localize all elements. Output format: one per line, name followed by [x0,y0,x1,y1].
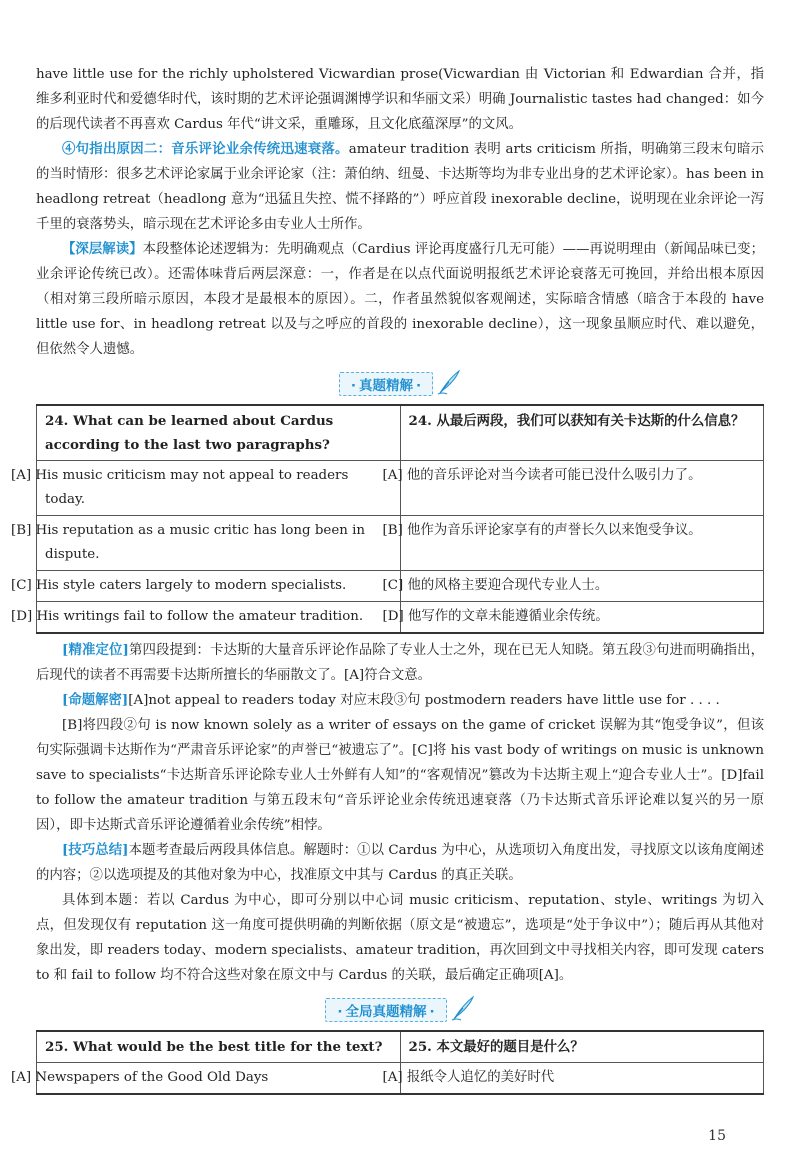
paragraph-2 [36,137,764,237]
q25-option-a-en: [A] Newspapers of the Good Old Days [37,1063,401,1095]
paragraph-1: have little use for the richly upholstered Vicwardian prose(Vicwardian 由 Victorian 和 Edwardian 合并，指维多利亚时代和爱德华时代，该时期的艺术评论强调渊博学识和华丽文采）明确 Journalistic tastes had changed：如今的后现代读者不再喜欢 Cardus 年代“讲文采，重雕琢，且文化底蕴深厚”的文风。 [36,67,764,132]
q24-option-a-en: [A] His music criticism may not appeal to readers today. [37,461,401,516]
section-title-2 [36,992,764,1028]
precise-location-label: [精准定位] [62,642,129,658]
section-title-text: 全局真题精解 [345,1004,427,1020]
paragraph-5 [36,688,764,713]
question-24-table [11,404,764,634]
skill-summary-label: [技巧总结] [62,842,129,858]
paragraph-5-text: [A]not appeal to readers today 对应末段③句 postmodern readers have little use for . . . . [128,693,720,708]
question-25-table [11,1030,764,1095]
paragraph-4 [36,638,764,688]
q25-question-en: 25. What would be the best title for the text? [37,1031,401,1063]
page-number: 15 [708,1128,726,1144]
section-title-box: · 全局真题精解 · [325,998,446,1022]
q24-option-d-zh: [D] 他写作的文章未能遵循业余传统。 [400,602,764,634]
q25-option-a-zh: [A] 报纸令人追忆的美好时代 [400,1063,764,1095]
q24-option-b-en: [B] His reputation as a music critic has long been in dispute. [37,516,401,571]
point-label: ④句指出原因二：音乐评论业余传统迅速衰落。 [62,141,349,157]
q24-option-b-zh: [B] 他作为音乐评论家享有的声誉长久以来饱受争议。 [400,516,764,571]
paragraph-7 [36,838,764,888]
quill-pen-icon [451,995,475,1025]
paragraph-4-text: 第四段提到：卡达斯的大量音乐评论作品除了专业人士之外，现在已无人知晓。第五段③句进而明确指出，后现代的读者不再需要卡达斯所擅长的华丽散文了。[A]符合文意。 [36,643,765,683]
q24-option-c-en: [C] His style caters largely to modern specialists. [37,571,401,602]
decode-label: [命题解密] [62,692,129,708]
section-title-1 [36,366,764,402]
q24-question-en: 24. What can be learned about Cardus according to the last two paragraphs? [37,405,401,461]
deep-reading-label: 【深层解读】 [62,241,143,257]
q24-option-c-zh: [C] 他的风格主要迎合现代专业人士。 [400,571,764,602]
q24-option-a-zh: [A] 他的音乐评论对当今读者可能已没什么吸引力了。 [400,461,764,516]
q24-option-d-en: [D] His writings fail to follow the amateur tradition. [37,602,401,634]
section-title-box: · 真题精解 · [339,372,433,396]
q25-question-zh: 25. 本文最好的题目是什么？ [400,1031,764,1063]
paragraph-3-text: 本段整体论述逻辑为：先明确观点（Cardius 评论再度盛行几无可能）——再说明理由（新闻品味已变；业余评论传统已改）。还需体味背后两层深意：一，作者是在以点代面说明报纸艺术评论衰落无可挽回，并给出根本原因（相对第三段所暗示原因，本段才是最根本的原因）。二，作者虽然貌似客观阐述，实际暗含情感（暗含于本段的 have little use for、in headlong retreat 以及与之呼应的首段的 inexorable decline），这一现象虽顺应时代、难以避免，但依然令人遗憾。 [36,242,765,357]
section-title-text: 真题精解 [359,378,413,394]
quill-pen-icon [437,369,461,399]
paragraph-7-text: 本题考查最后两段具体信息。解题时：①以 Cardus 为中心，从选项切入角度出发，寻找原文以该角度阐述的内容；②以选项提及的其他对象为中心，找准原文中其与 Cardus 的真正关联。 [36,843,764,883]
paragraph-6: [B]将四段②句 is now known solely as a writer of essays on the game of cricket 误解为其“饱受争议”，但该句实际强调卡达斯作为“严肃音乐评论家”的声誉已“被遗忘了”。[C]将 his vast body of writings on music is unknown save to specialists“卡达斯音乐评论除专业人士外鲜有人知”的“客观情况”篡改为卡达斯主观上“迎合专业人士”。[D]fail to follow the amateur tradition 与第五段末句“音乐评论业余传统迅速衰落（乃卡达斯式音乐评论难以复兴的另一原因），即卡达斯式音乐评论遵循着业余传统”相悖。 [36,718,764,833]
q24-question-zh: 24. 从最后两段，我们可以获知有关卡达斯的什么信息？ [400,405,764,461]
paragraph-8: 具体到本题：若以 Cardus 为中心，即可分别以中心词 music criticism、reputation、style、writings 为切入点，但发现仅有 reputation 这一角度可提供明确的判断依据（原文是“被遗忘”，选项是“处于争议中”）；随后再从其他对象出发，即 readers today、modern specialists、amateur tradition，再次回到文中寻找相关内容，即可发现 caters to 和 fail to follow 均不符合这些对象在原文中与 Cardus 的关联，最后确定正确项[A]。 [36,893,764,983]
paragraph-2-text: amateur tradition 表明 arts criticism 所指，明确第三段末句暗示的当时情形：很多艺术评论家属于业余评论家（注：萧伯纳、纽曼、卡达斯等均为非专业出身的艺术评论家）。has been in headlong retreat（headlong 意为“迅猛且失控、慌不择路的”）呼应首段 inexorable decline，说明现在业余评论一泻千里的衰落势头，暗示现在艺术评论多由专业人士所作。 [36,142,764,232]
paragraph-3 [36,237,764,362]
